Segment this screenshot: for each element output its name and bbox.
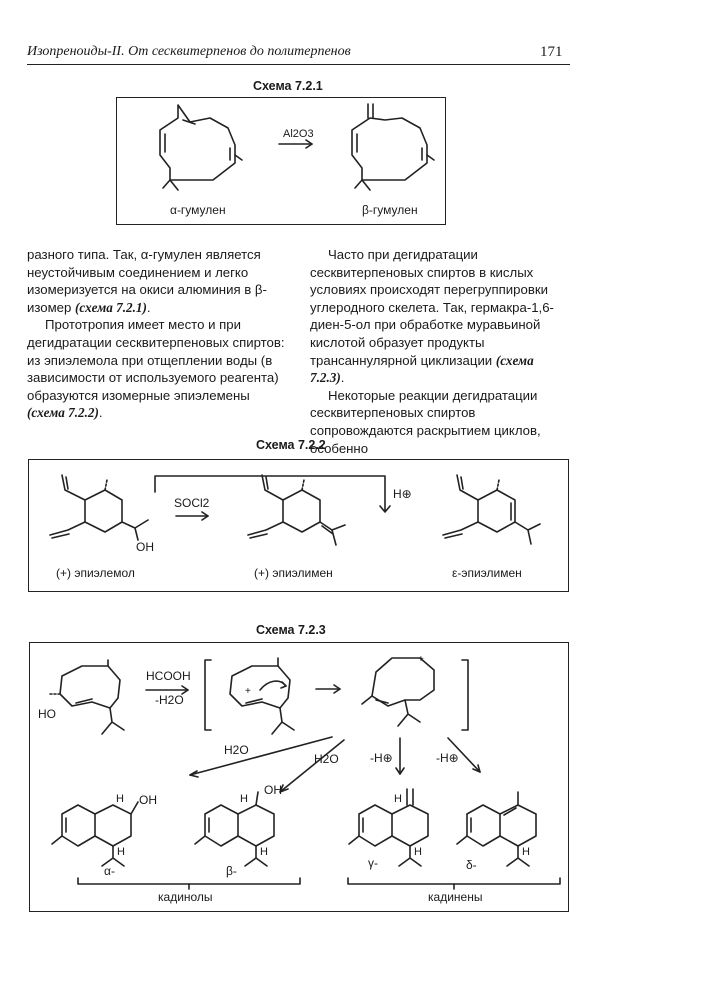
cation-intermediate-1: [230, 658, 294, 734]
gamma-cadinene-h-top: H: [394, 793, 402, 805]
label-epielimen: (+) эпиэлимен: [254, 566, 333, 580]
cadinenes-brace: [348, 878, 560, 884]
scheme-title-7-2-2: Схема 7.2.2: [256, 438, 326, 452]
arrow-label-minus-h-1: -H⊕: [370, 751, 393, 765]
page-number: 171: [540, 44, 563, 60]
scheme-reference: (схема 7.2.2): [27, 405, 99, 421]
alpha-cadinol-structure: [52, 802, 138, 866]
bracket-left: [205, 660, 211, 730]
reagent-hcooh: HCOOH: [146, 669, 191, 683]
text-run: разного типа. Так, α-гумулен является неустойчивым соединением и легко изомеризуется на окиси алюминия в β-изомер: [27, 247, 267, 315]
label-alpha: α-: [104, 864, 115, 878]
text-run: Некоторые реакции дегидратации сесквитерпеновых спиртов сопровождаются раскрытием циклов, особенно: [310, 387, 541, 456]
alpha-cadinol-oh: OH: [139, 793, 157, 807]
germacradienol-structure: [48, 660, 124, 734]
label-beta-humulene: β-гумулен: [362, 203, 418, 217]
reagent-h-plus: H⊕: [393, 487, 412, 501]
label-alpha-humulene: α-гумулен: [170, 203, 226, 217]
alpha-cadinol-h-bottom: H: [117, 846, 125, 858]
scheme-title-7-2-1: Схема 7.2.1: [253, 79, 323, 93]
delta-cadinene-h-bottom: H: [522, 846, 530, 858]
cation-intermediate-2: [362, 658, 434, 726]
cation-charge-2: +: [418, 654, 424, 665]
text-run: Часто при дегидратации сесквитерпеновых спиртов в кислых условиях происходят перегруппировки углеродного скелета. Так, гермакра-1,6-диен-5-ол при обработке муравьиной кислотой образует продукты трансаннулярной циклизации: [310, 247, 554, 368]
arrow-label-h2o-1: H2O: [224, 743, 249, 757]
gamma-cadinene-h-bottom: H: [414, 846, 422, 858]
label-epsilon-epielimen: ε-эпиэлимен: [452, 566, 522, 580]
cadinols-brace: [78, 878, 300, 884]
alpha-cadinol-h-top: H: [116, 793, 124, 805]
reagent-socl2: SOCl2: [174, 496, 210, 510]
germacradienol-ho: HO: [38, 707, 56, 721]
label-cadinols: кадинолы: [158, 890, 213, 904]
beta-cadinol-h-top: H: [240, 793, 248, 805]
label-beta: β-: [226, 864, 237, 878]
scheme-reference: (схема 7.2.1): [75, 299, 147, 315]
cation-charge-1: +: [245, 686, 251, 697]
label-delta: δ-: [466, 858, 477, 872]
arrow-label-h2o-2: H2O: [314, 752, 339, 766]
reagent-al2o3: Al2O3: [283, 128, 314, 140]
beta-cadinol-oh: OH: [264, 783, 282, 797]
running-title: Изопреноиды-II. От сесквитерпенов до политерпенов: [27, 44, 351, 59]
scheme-reference: (схема 7.2.3): [310, 352, 534, 386]
bracket-right: [462, 660, 468, 730]
epielemol-oh: OH: [136, 540, 154, 554]
text-run: .: [98, 405, 103, 421]
beta-cadinol-h-bottom: H: [260, 846, 268, 858]
scheme-title-7-2-3: Схема 7.2.3: [256, 623, 326, 637]
text-run: .: [340, 370, 345, 386]
arrow-label-minus-h-2: -H⊕: [436, 751, 459, 765]
label-gamma: γ-: [368, 856, 378, 870]
text-run: .: [146, 299, 151, 315]
arrow-to-alpha-cadinol: [190, 737, 332, 775]
label-cadinenes: кадинены: [428, 890, 483, 904]
reagent-minus-h2o: -H2O: [155, 693, 184, 707]
text-run: Прототропия имеет место и при дегидратации сесквитерпеновых спиртов: из эпиэлемола при отщеплении воды (в зависимости от используемого реагента) образуются изомерные эпиэлемены: [27, 317, 285, 403]
label-epielemol: (+) эпиэлемол: [56, 566, 135, 580]
